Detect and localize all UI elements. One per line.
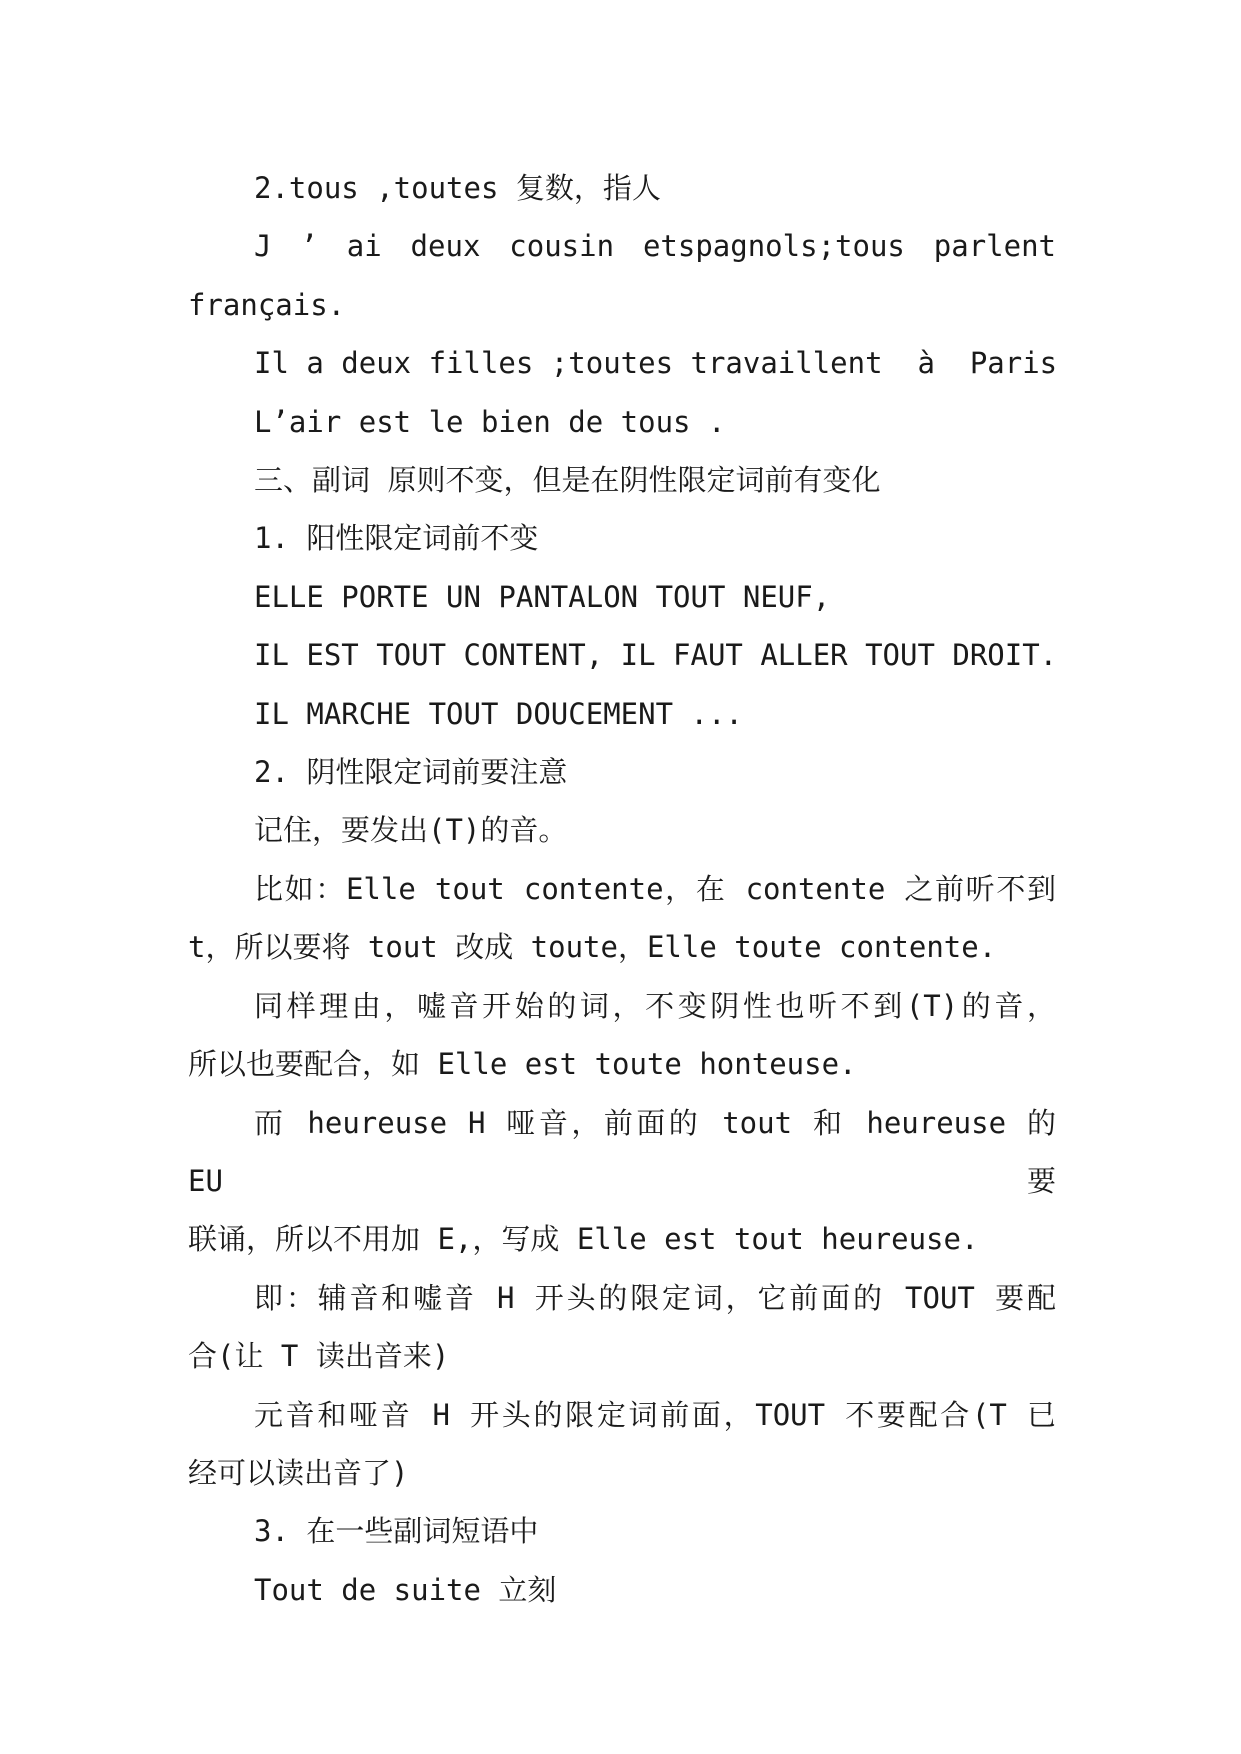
paragraph-example-contente [188,860,1056,977]
text-line: 2.tous ,toutes 复数，指人 [254,171,661,205]
document-body [188,159,1056,1619]
subheading-masculine [188,509,1056,567]
text-line: 合(让 T 读出音来) [188,1339,450,1374]
text-line: 即：辅音和嘘音 H 开头的限定词，它前面的 TOUT 要配 [254,1280,1056,1315]
paragraph-example-marche [188,685,1056,743]
text-line: t，所以要将 tout 改成 toute，Elle toute contente. [188,930,997,965]
text-line: 记住，要发出(T)的音。 [254,813,568,848]
paragraph-example-cousins [188,217,1056,334]
paragraph-rule-vowel [188,1386,1056,1503]
paragraph-example-filles [188,334,1056,392]
paragraph-mute-h [188,1094,1056,1269]
text-line: 所以也要配合，如 Elle est toute honteuse. [188,1047,857,1082]
text-line: J ’ ai deux cousin etspagnols;tous parlent [254,229,1056,264]
text-line: Il a deux filles ;toutes travaillent à Paris [254,346,1058,381]
text-line: 2. 阴性限定词前要注意 [254,755,568,790]
paragraph-example-pantalon [188,568,1056,626]
text-line: 比如：Elle tout contente，在 contente 之前听不到 [254,871,1056,906]
paragraph-example-air [188,393,1056,451]
text-line: L’air est le bien de tous . [254,404,726,439]
paragraph-remember [188,801,1056,859]
text-line: 1. 阳性限定词前不变 [254,521,539,556]
text-line: 3. 在一些副词短语中 [254,1514,539,1549]
subheading-adverbial-phrases [188,1502,1056,1560]
text-line: français. [188,287,346,322]
paragraph-tous-toutes-plural [188,159,1056,217]
text-line: 元音和哑音 H 开头的限定词前面，TOUT 不要配合(T 已 [254,1397,1056,1432]
text-line: IL EST TOUT CONTENT, IL FAUT ALLER TOUT DROIT. [254,638,1058,673]
text-line: 同样理由，嘘音开始的词，不变阴性也听不到(T)的音， [254,988,1056,1023]
text-line: IL MARCHE TOUT DOUCEMENT ... [254,696,743,731]
text-line: 三、副词 原则不变，但是在阴性限定词前有变化 [254,463,881,498]
paragraph-example-tout-de-suite [188,1561,1056,1619]
paragraph-aspirated-h [188,977,1056,1094]
section-heading-adverb [188,451,1056,509]
paragraph-example-content [188,626,1056,684]
text-line: ELLE PORTE UN PANTALON TOUT NEUF, [254,579,831,614]
text-line: 联诵，所以不用加 E,，写成 Elle est tout heureuse. [188,1222,979,1257]
text-line: Tout de suite 立刻 [254,1572,557,1607]
subheading-feminine [188,743,1056,801]
text-line: 经可以读出音了) [188,1455,409,1490]
paragraph-rule-consonant [188,1269,1056,1386]
text-line: 而 heureuse H 哑音，前面的 tout 和 heureuse 的 EU 要 [188,1105,1056,1198]
